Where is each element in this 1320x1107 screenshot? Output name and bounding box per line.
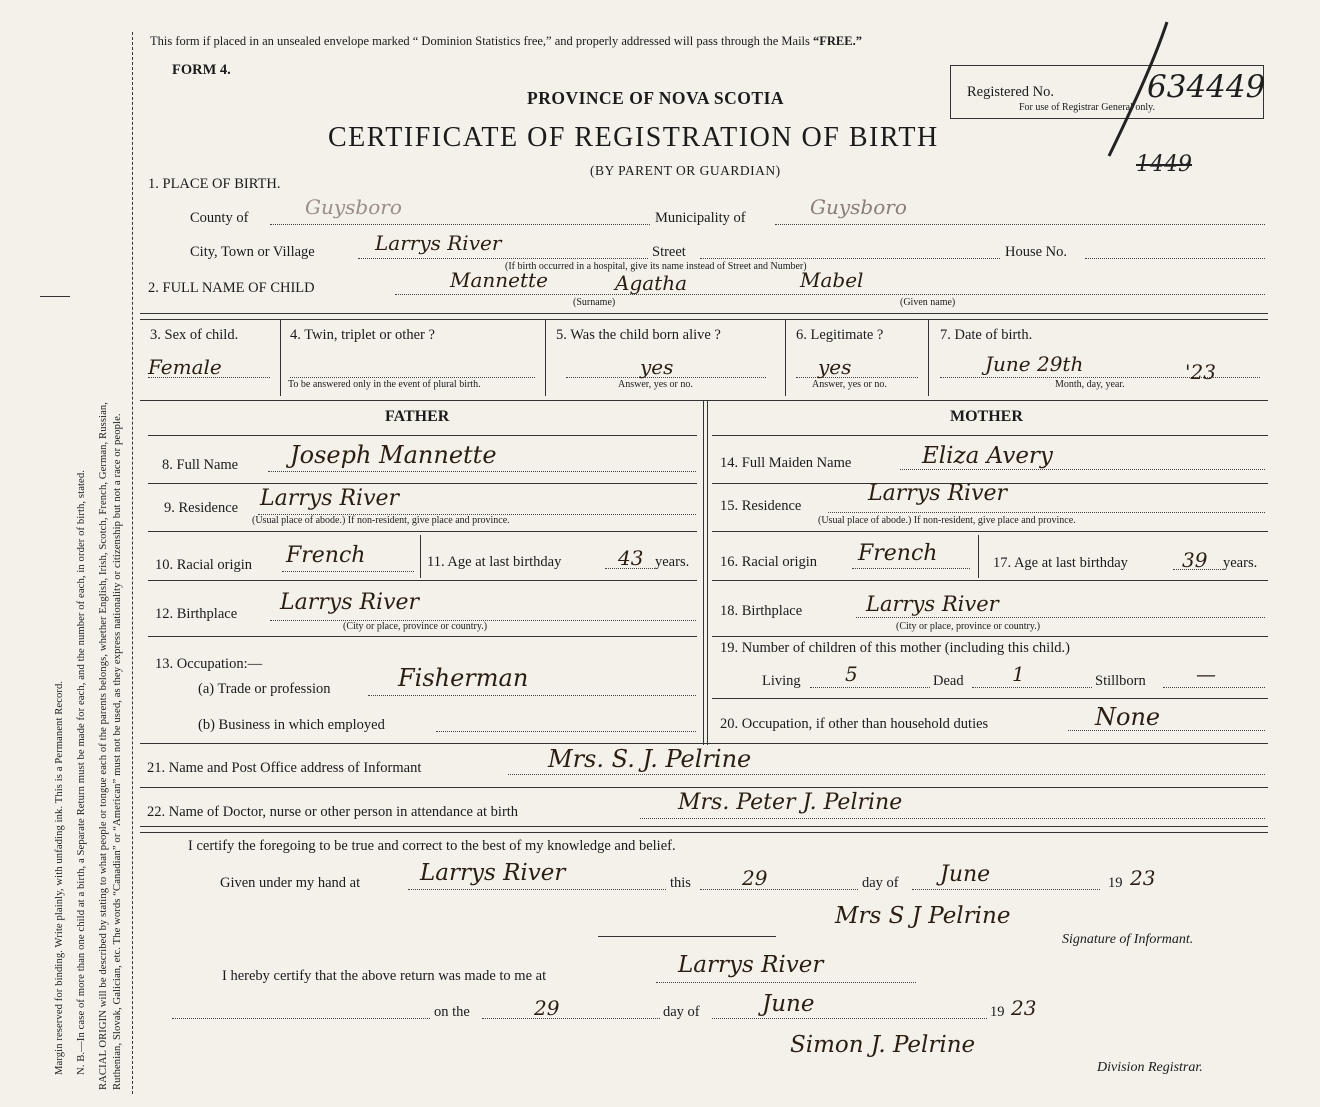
dob-value: June 29th <box>985 352 1084 376</box>
doctor-label: 22. Name of Doctor, nurse or other person in attendance at birth <box>147 804 519 820</box>
dob-year: '23 <box>1185 360 1216 384</box>
certify-statement: I certify the foregoing to be true and correct to the best of my knowledge and belief. <box>188 838 676 854</box>
margin-note-3: RACIAL ORIGIN will be described by stating to what people or tongue each of the parents belongs, whether English, Irish, Scotch, French, German, Russian, <box>98 401 109 1090</box>
informant-label: 21. Name and Post Office address of Informant <box>147 760 422 776</box>
alive-label: 5. Was the child born alive ? <box>556 327 721 343</box>
certify-year-value: 23 <box>1130 866 1156 890</box>
mother-name-label: 14. Full Maiden Name <box>720 455 852 471</box>
certify-day-value: 29 <box>742 866 768 890</box>
mother-racial-value: French <box>858 541 938 566</box>
registrar-day-value: 29 <box>534 996 560 1020</box>
father-racial-label: 10. Racial origin <box>155 557 253 573</box>
form-number: FORM 4. <box>172 62 231 78</box>
street-label: Street <box>652 244 686 260</box>
legitimate-note: Answer, yes or no. <box>812 379 887 390</box>
mother-birthplace-value: Larrys River <box>866 592 999 616</box>
margin-tick <box>40 296 70 297</box>
registrar-signature: Simon J. Pelrine <box>790 1032 976 1058</box>
dead-label: Dead <box>933 673 964 689</box>
sex-label: 3. Sex of child. <box>150 327 239 343</box>
dob-note: Month, day, year. <box>1055 379 1125 390</box>
father-heading: FATHER <box>385 408 450 425</box>
father-age-value: 43 <box>618 546 644 570</box>
father-birthplace-label: 12. Birthplace <box>155 606 238 622</box>
municipality-label: Municipality of <box>655 210 746 226</box>
municipality-value: Guysboro <box>810 195 907 219</box>
registrar-year-prefix: 19 <box>990 1004 1005 1020</box>
dead-value: 1 <box>1012 662 1025 686</box>
given-place-value: Larrys River <box>420 860 566 886</box>
father-age-label: 11. Age at last birthday <box>427 554 562 570</box>
given-name-note: (Given name) <box>900 297 956 308</box>
legitimate-value: yes <box>818 355 852 379</box>
registration-stroke <box>1085 18 1175 168</box>
registrar-statement: I hereby certify that the above return was made to me at <box>222 968 547 984</box>
margin-note-1: Margin reserved for binding. Write plainly, with unfading ink. This is a Permanent Record. <box>54 680 65 1075</box>
living-label: Living <box>762 673 801 689</box>
child-given-second: Mabel <box>800 268 864 292</box>
father-racial-value: French <box>286 543 366 568</box>
informant-signature-label: Signature of Informant. <box>1062 932 1194 947</box>
child-name-label: 2. FULL NAME OF CHILD <box>148 280 315 296</box>
registrar-on-the-label: on the <box>434 1004 470 1020</box>
mother-occupation-value: None <box>1095 703 1161 731</box>
child-surname: Mannette <box>450 268 548 292</box>
alive-value: yes <box>640 355 674 379</box>
margin-note-2: N. B.—In case of more than one child at a birth, a Separate Return must be made for each, and the number of each, in order of birth, stated. <box>76 470 87 1075</box>
certificate-subtitle: (BY PARENT OR GUARDIAN) <box>590 163 781 178</box>
certify-day-of-label: day of <box>862 875 899 891</box>
doctor-value: Mrs. Peter J. Pelrine <box>678 790 903 815</box>
registered-note: For use of Registrar General only. <box>1019 102 1155 113</box>
father-residence-note: (Usual place of abode.) If non-resident, give place and province. <box>252 515 510 526</box>
certify-month-value: June <box>940 862 991 887</box>
trade-label: (a) Trade or profession <box>198 681 331 697</box>
surname-note: (Surname) <box>573 297 616 308</box>
certificate-title: CERTIFICATE OF REGISTRATION OF BIRTH <box>328 122 939 153</box>
father-age-years: years. <box>655 554 690 570</box>
registrar-year-value: 23 <box>1011 996 1037 1020</box>
county-label: County of <box>190 210 249 226</box>
informant-value: Mrs. S. J. Pelrine <box>548 745 752 773</box>
mother-residence-value: Larrys River <box>868 481 1008 506</box>
binding-line <box>132 32 133 1094</box>
place-of-birth-heading: 1. PLACE OF BIRTH. <box>148 176 281 192</box>
mother-residence-label: 15. Residence <box>720 498 802 514</box>
child-given-first: Agatha <box>615 271 688 295</box>
twin-label: 4. Twin, triplet or other ? <box>290 327 435 343</box>
father-name-value: Joseph Mannette <box>290 441 497 469</box>
mother-birthplace-note: (City or place, province or country.) <box>896 621 1041 632</box>
mother-name-value: Eliza Avery <box>922 443 1053 469</box>
mother-residence-note: (Usual place of abode.) If non-resident, give place and province. <box>818 515 1076 526</box>
province-heading: PROVINCE OF NOVA SCOTIA <box>527 88 785 108</box>
twin-note: To be answered only in the event of plural birth. <box>288 379 481 390</box>
hospital-note: (If birth occurred in a hospital, give its name instead of Street and Number) <box>505 261 807 272</box>
this-label: this <box>670 875 691 891</box>
mother-occupation-label: 20. Occupation, if other than household duties <box>720 716 989 732</box>
registrar-day-of-label: day of <box>663 1004 700 1020</box>
mother-racial-label: 16. Racial origin <box>720 554 818 570</box>
dob-label: 7. Date of birth. <box>940 327 1033 343</box>
registrar-place-value: Larrys River <box>678 952 824 978</box>
children-count-label: 19. Number of children of this mother (including this child.) <box>720 640 1070 656</box>
city-value: Larrys River <box>375 231 502 255</box>
legitimate-label: 6. Legitimate ? <box>796 327 884 343</box>
stillborn-value: — <box>1196 662 1216 686</box>
alive-note: Answer, yes or no. <box>618 379 693 390</box>
father-residence-label: 9. Residence <box>164 500 239 516</box>
mail-note: This form if placed in an unsealed envelope marked “ Dominion Statistics free,” and properly addressed will pass through the Mails “FREE.” <box>150 34 862 48</box>
margin-note-4: Ruthenian, Slovak, Galician, etc. The words “Canadian” or “American” must not be used, as they express nationality or citizenship but not a race or people. <box>112 413 123 1090</box>
living-value: 5 <box>845 662 858 686</box>
business-label: (b) Business in which employed <box>198 717 385 733</box>
registered-number-value: 634449 <box>1147 69 1266 105</box>
registrar-signature-label: Division Registrar. <box>1097 1060 1203 1075</box>
sex-value: Female <box>148 355 222 379</box>
stillborn-label: Stillborn <box>1095 673 1146 689</box>
mother-age-label: 17. Age at last birthday <box>993 555 1128 571</box>
house-no-label: House No. <box>1005 244 1068 260</box>
certify-year-prefix: 19 <box>1108 875 1123 891</box>
mother-birthplace-label: 18. Birthplace <box>720 603 803 619</box>
father-occupation-label: 13. Occupation:— <box>155 656 263 672</box>
informant-signature: Mrs S J Pelrine <box>835 903 1011 929</box>
mother-age-years: years. <box>1223 555 1258 571</box>
father-residence-value: Larrys River <box>260 486 400 511</box>
county-value: Guysboro <box>305 195 402 219</box>
father-name-label: 8. Full Name <box>162 457 239 473</box>
given-under-hand-label: Given under my hand at <box>220 875 361 891</box>
father-birthplace-value: Larrys River <box>280 590 420 615</box>
registered-label: Registered No. <box>967 84 1054 100</box>
trade-value: Fisherman <box>398 664 529 692</box>
mother-heading: MOTHER <box>950 408 1023 425</box>
corner-number: 1449 <box>1136 152 1192 177</box>
father-birthplace-note: (City or place, province or country.) <box>343 621 488 632</box>
registrar-month-value: June <box>762 991 815 1017</box>
mother-age-value: 39 <box>1182 548 1208 572</box>
city-label: City, Town or Village <box>190 244 315 260</box>
